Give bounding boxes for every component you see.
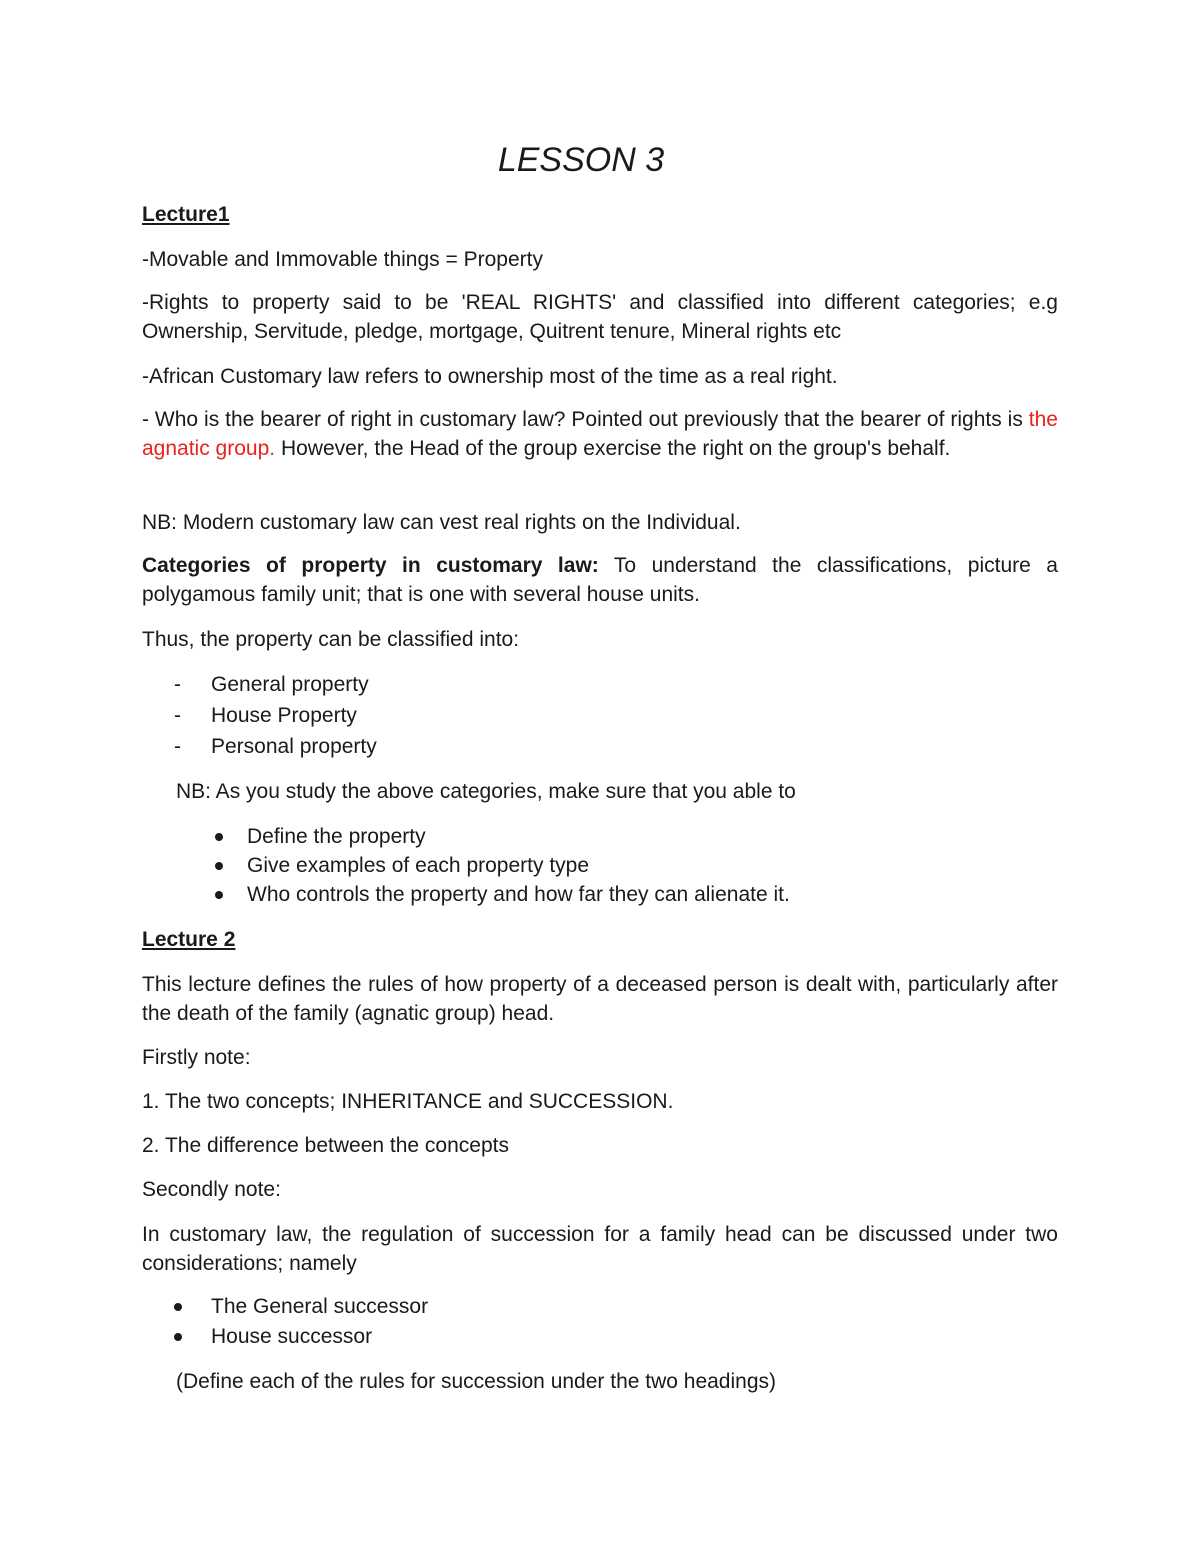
secondly-note: Secondly note: bbox=[142, 1178, 281, 1201]
bullet-icon bbox=[174, 1303, 182, 1311]
bullet-icon bbox=[215, 862, 223, 870]
list-item-label: Define the property bbox=[247, 825, 426, 848]
list-item bbox=[174, 731, 1011, 762]
list-item-label: The General successor bbox=[211, 1295, 429, 1318]
lecture1-paragraph-4 bbox=[142, 405, 1058, 463]
property-category-list bbox=[174, 669, 1011, 762]
list-item-label: General property bbox=[211, 673, 369, 696]
firstly-note: Firstly note: bbox=[142, 1046, 251, 1069]
dash-marker: - bbox=[174, 704, 181, 727]
lecture1-paragraph-5: NB: Modern customary law can vest real rights on the Individual. bbox=[142, 511, 741, 534]
lecture1-paragraph-3: -African Customary law refers to ownership most of the time as a real right. bbox=[142, 365, 838, 388]
list-item-label: Personal property bbox=[211, 735, 377, 758]
lecture1-paragraph-1: -Movable and Immovable things = Property bbox=[142, 248, 543, 271]
list-item bbox=[211, 1292, 1011, 1322]
list-item-label: House Property bbox=[211, 704, 357, 727]
list-item-label: Give examples of each property type bbox=[247, 854, 590, 877]
list-item bbox=[247, 880, 1047, 909]
lecture2-heading: Lecture 2 bbox=[142, 928, 236, 951]
dash-marker: - bbox=[174, 735, 181, 758]
categories-paragraph bbox=[142, 551, 1058, 609]
lecture2-paragraph-1: This lecture defines the rules of how property of a deceased person is dealt with, particularly after the death of the family (agnatic group) head. bbox=[142, 973, 1058, 1025]
lecture2-paragraph-2: In customary law, the regulation of succession for a family head can be discussed under two considerations; namely bbox=[142, 1223, 1058, 1275]
paragraph-4-text-start: - Who is the bearer of right in customary law? Pointed out previously that the bearer of rights is bbox=[142, 408, 1029, 431]
dash-marker: - bbox=[174, 673, 181, 696]
page-title: LESSON 3 bbox=[497, 141, 665, 179]
list-item-label: House successor bbox=[211, 1325, 373, 1348]
numbered-item-1: 1. The two concepts; INHERITANCE and SUCCESSION. bbox=[142, 1090, 674, 1113]
lecture1-paragraph-2: -Rights to property said to be 'REAL RIGHTS' and classified into different categories; e.g Ownership, Servitude, pledge, mortgage, Quitrent tenure, Mineral rights etc bbox=[142, 291, 1058, 343]
list-item bbox=[174, 700, 1011, 731]
agnatic-group-highlight: the agnatic group. bbox=[142, 408, 1058, 460]
paragraph-4-text-end: However, the Head of the group exercise the right on the group's behalf. bbox=[275, 437, 951, 460]
study-note: NB: As you study the above categories, make sure that you able to bbox=[176, 780, 796, 803]
categories-text: To understand the classifications, picture a polygamous family unit; that is one with several house units. bbox=[142, 554, 1058, 606]
numbered-item-2: 2. The difference between the concepts bbox=[142, 1134, 509, 1157]
study-checklist bbox=[247, 822, 1047, 909]
classification-intro: Thus, the property can be classified into: bbox=[142, 628, 520, 651]
list-item-label: Who controls the property and how far they can alienate it. bbox=[247, 883, 790, 906]
bullet-icon bbox=[174, 1333, 182, 1341]
list-item bbox=[174, 669, 1011, 700]
bullet-icon bbox=[215, 833, 223, 841]
list-item bbox=[247, 851, 1047, 880]
lecture1-heading: Lecture1 bbox=[142, 203, 230, 226]
list-item bbox=[247, 822, 1047, 851]
successor-list bbox=[211, 1292, 1011, 1352]
categories-label: Categories of property in customary law: bbox=[142, 554, 599, 577]
bullet-icon bbox=[215, 891, 223, 899]
closing-instruction: (Define each of the rules for succession under the two headings) bbox=[176, 1370, 777, 1393]
list-item bbox=[211, 1322, 1011, 1352]
